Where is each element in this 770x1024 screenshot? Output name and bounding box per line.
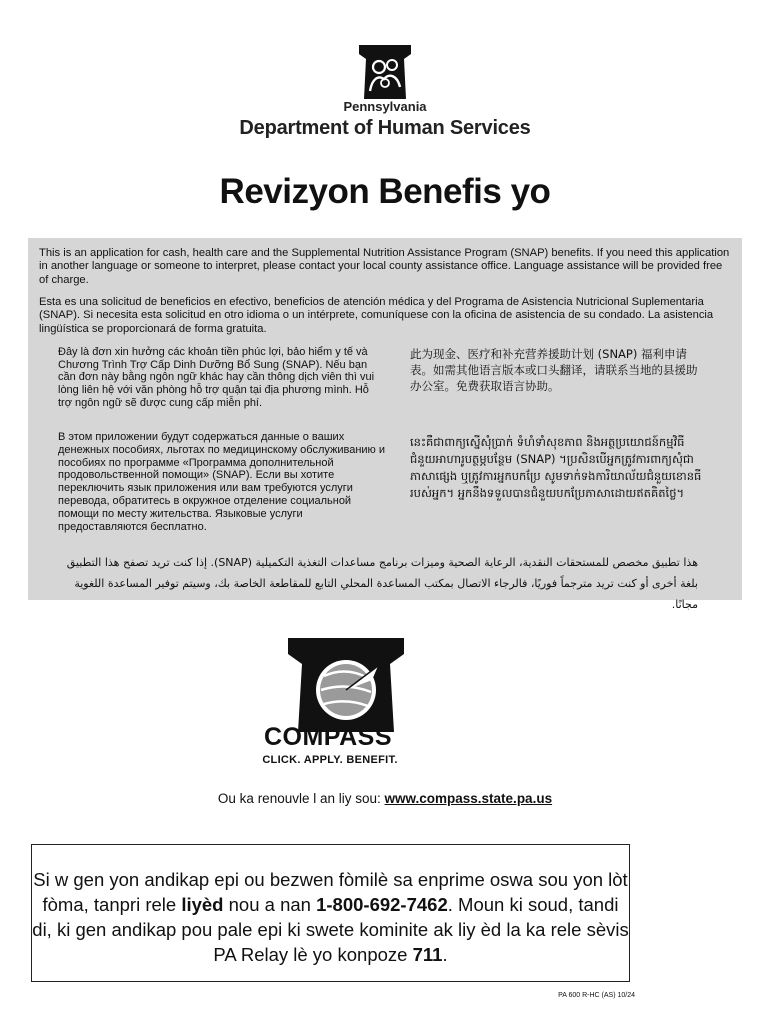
department-name: Department of Human Services	[239, 117, 531, 139]
helpline-phone-number[interactable]: 1-800-692-7462	[316, 894, 448, 915]
compass-keystone-logo-icon	[286, 636, 406, 732]
notice-chinese: 此为现金、医疗和补充营养援助计划 (SNAP) 福利申请表。如需其他语言版本或口头翻译，请联系当地的县援助办公室。免费获取语言协助。	[410, 347, 698, 393]
language-assistance-box	[28, 238, 742, 611]
accessibility-help-text	[32, 867, 629, 967]
notice-english: This is an application for cash, health care and the Supplemental Nutrition Assistance Program (SNAP) benefits. If you need this application in another language or someone to interpret, please contact your local county assistance office. Language assistance will be provided free of charge.	[39, 247, 730, 286]
help-text-part: Si w gen yon andikap epi ou bezwen fòmilè sa enprime oswa sou yon lòt fòma, tanpri rele	[33, 869, 628, 915]
state-name: Pennsylvania	[343, 99, 427, 114]
renew-online-text: Ou ka renouvle l an liy sou:	[217, 791, 385, 806]
relay-number[interactable]: 711	[412, 944, 443, 965]
page-title: Revizyon Benefis yo	[219, 172, 551, 211]
renew-online-line	[0, 791, 770, 806]
compass-name: COMPASS	[263, 723, 393, 751]
compass-tagline: CLICK. APPLY. BENEFIT.	[262, 754, 398, 766]
keystone-family-logo-icon	[356, 43, 414, 99]
help-text-part: .	[442, 944, 448, 965]
compass-website-link[interactable]: www.compass.state.pa.us	[384, 791, 553, 806]
notice-khmer: នេះគឺជាពាក្យស្នើសុំប្រាក់ ទំហំទាំសុខភាព និងអត្ថប្រយោជន៍កម្មវិធីជំនួយអាហារូបត្ថម្ភបន្ថែម (SNAP) ។ប្រសិនបើអ្នកត្រូវការពាក្យសុំជាភាសាផ្សេង ឬត្រូវការអ្នកបកប្រែ សូមទាក់ទងការិយាល័យជំនួយខោនធីរបស់អ្នក។ អ្នកនឹងទទួលបានជំនួយបកប្រែភាសាដោយឥតគិតថ្លៃ។	[410, 435, 702, 500]
accessibility-help-box	[31, 844, 630, 982]
notice-russian: В этом приложении будут содержаться данные о ваших денежных пособиях, льготах по медицинскому обслуживанию и пособиях по программе «Программа дополнительной продовольственной помощи» (SNAP). Если вы хотите переключить язык приложения или вам требуются услуги перевода, обратитесь в окружное отделение социальной помощи по месту жительства. Языковые услуги предоставляются бесплатно.	[58, 431, 386, 533]
notice-vietnamese: Đây là đơn xin hưởng các khoản tiền phúc lợi, bảo hiểm y tế và Chương Trình Trợ Cấp Dinh Dưỡng Bổ Sung (SNAP). Nếu bạn cần đơn này bằng ngôn ngữ khác hay cần thông dịch viên thì vui lòng liên hệ với văn phòng hỗ trợ quận tại địa phương mình. Hỗ trợ ngôn ngữ sẽ được cung cấp miễn phí.	[58, 346, 375, 409]
helpline-label: liyèd	[181, 894, 224, 915]
help-text-part: . Moun ki soud, tandi di, ki gen andikap pou pale epi ki swete kominite ak liy èd la ka rele sèvis PA Relay lè yo konpoze	[32, 894, 629, 965]
notice-arabic: هذا تطبيق مخصص للمستحقات النقدية، الرعاية الصحية وميزات برنامج مساعدات التغذية التكميلية (SNAP). إذا كنت تريد تصفح هذا التطبيق بلغة أخرى أو كنت تريد مترجماً فوريًا، فالرجاء الاتصال بمكتب المساعدة المحلي التابع للمقاطعة الخاصة بك، وسيتم توفير المساعدة اللغوية مجانًا.	[66, 556, 698, 611]
help-text-part: nou a nan	[223, 894, 317, 915]
form-code: PA 600 R-HC (AS) 10/24	[558, 992, 635, 999]
notice-spanish: Esta es una solicitud de beneficios en efectivo, beneficios de atención médica y del Programa de Asistencia Nutricional Suplementaria (SNAP). Si necesita esta solicitud en otro idioma o un intérprete, comuníquese con la oficina de asistencia de su condado. La asistencia lingüística se proporcionará de forma gratuita.	[39, 296, 714, 335]
